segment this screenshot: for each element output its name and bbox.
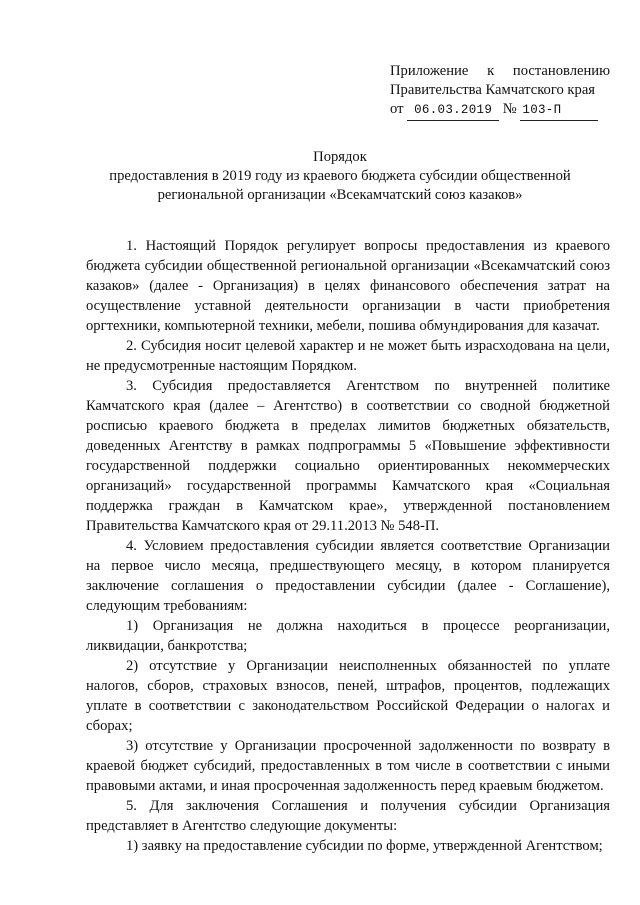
paragraph-4: 4. Условием предоставления субсидии является соответствие Организации на первое число месяца, предшествующего месяцу, в котором планируется заключение соглашения о предоставлении субсидии (далее - Соглашение), следующим требованиям: [86, 538, 610, 614]
requirement-2: 2) отсутствие у Организации неисполненных обязанностей по уплате налогов, сборов, страховых взносов, пеней, штрафов, процентов, подлежащих уплате в соответствии с законодательством Российской Федерации о налогах и сборах; [86, 658, 610, 734]
title-line-2: предоставления в 2019 году из краевого бюджета субсидии общественной [109, 168, 571, 184]
appendix-block [390, 62, 610, 121]
appendix-date-line [390, 100, 610, 121]
document-item-1: 1) заявку на предоставление субсидии по форме, утвержденной Агентством; [126, 838, 603, 854]
document-body [86, 236, 610, 856]
title-heading: Порядок [313, 149, 367, 165]
number-prefix: № [502, 101, 517, 117]
date-prefix: от [390, 101, 404, 117]
paragraph-3: 3. Субсидия предоставляется Агентством по внутренней политике Камчатского края (далее – Агентство) в соответствии со сводной бюджетной росписью краевого бюджета в пределах лимитов бюджетных обязательств, доведенных Агентству в рамках подпрограммы 5 «Повышение эффективности государственной поддержки социально ориентированных некоммерческих организаций» государственной программы Камчатского края «Социальная поддержка граждан в Камчатском крае», утвержденной постановлением Правительства Камчатского края от 29.11.2013 № 548-П. [86, 378, 610, 534]
paragraph-5: 5. Для заключения Соглашения и получения субсидии Организация представляет в Агентство следующие документы: [86, 798, 610, 834]
requirement-1: 1) Организация не должна находиться в процессе реорганизации, ликвидации, банкротства; [86, 618, 610, 654]
requirement-3: 3) отсутствие у Организации просроченной задолженности по возврату в краевой бюджет субсидий, предоставленных в том числе в соответствии с иными правовыми актами, и иная просроченная задолженность перед краевым бюджетом. [86, 738, 610, 794]
paragraph-1: 1. Настоящий Порядок регулирует вопросы предоставления из краевого бюджета субсидии общественной региональной организации «Всекамчатский союз казаков» (далее - Организация) в целях финансового обеспечения затрат на осуществление уставной деятельности организации в части приобретения оргтехники, компьютерной техники, мебели, пошива обмундирования для казачат. [86, 238, 610, 334]
appendix-line-1: Приложение к постановлению [390, 63, 610, 79]
paragraph-2: 2. Субсидия носит целевой характер и не может быть израсходована на цели, не предусмотренные настоящим Порядком. [86, 338, 610, 374]
title-line-3: региональной организации «Всекамчатский союз казаков» [157, 187, 523, 203]
date-value: 06.03.2019 [407, 101, 499, 121]
number-value: 103-П [520, 101, 598, 121]
appendix-line-2: Правительства Камчатского края [390, 82, 596, 98]
document-title [60, 148, 620, 205]
